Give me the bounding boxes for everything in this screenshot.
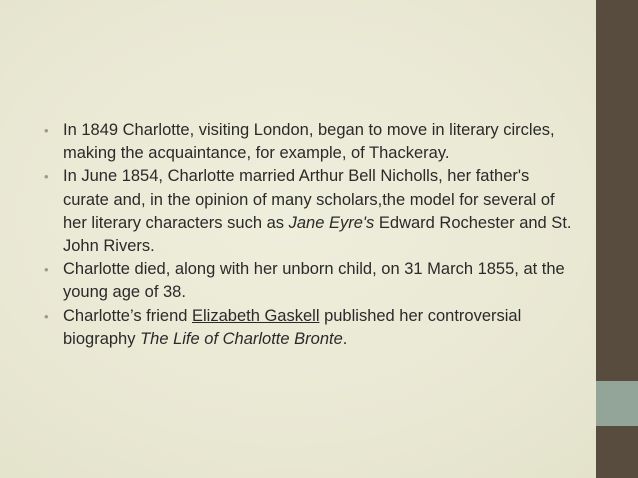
bullet-item xyxy=(44,305,579,351)
bullet-text: . xyxy=(342,329,348,348)
bullet-item xyxy=(44,119,579,165)
bullet-icon: • xyxy=(44,308,49,324)
bullet-item xyxy=(44,165,579,258)
bullet-text: published her controversial biography xyxy=(63,306,522,348)
bullet-text: Charlotte’s friend xyxy=(63,306,193,325)
bullet-text: Edward Rochester and St. John Rivers. xyxy=(63,213,572,256)
bullet-icon: • xyxy=(44,169,49,185)
book-title: The Life of Charlotte Bronte xyxy=(140,329,343,348)
bullet-list xyxy=(44,119,579,351)
bullet-item xyxy=(44,258,579,304)
bullet-icon: • xyxy=(44,262,49,278)
bullet-text: In June 1854, Charlotte married Arthur Bell Nicholls, her father's curate and, in the opinion of many scholars,the model for several of her literary characters such as xyxy=(63,167,555,232)
gaskell-link[interactable]: Elizabeth Gaskell xyxy=(192,306,320,325)
bullet-icon: • xyxy=(44,123,49,138)
side-accent-block xyxy=(596,381,638,426)
bullet-text: Charlotte died, along with her unborn child, on 31 March 1855, at the young age of 38. xyxy=(63,260,565,302)
bullet-text: In 1849 Charlotte, visiting London, began to move in literary circles, making the acquaintance, for example, of Thackeray. xyxy=(63,121,555,163)
bullet-text-italic: Jane Eyre's xyxy=(288,213,375,232)
